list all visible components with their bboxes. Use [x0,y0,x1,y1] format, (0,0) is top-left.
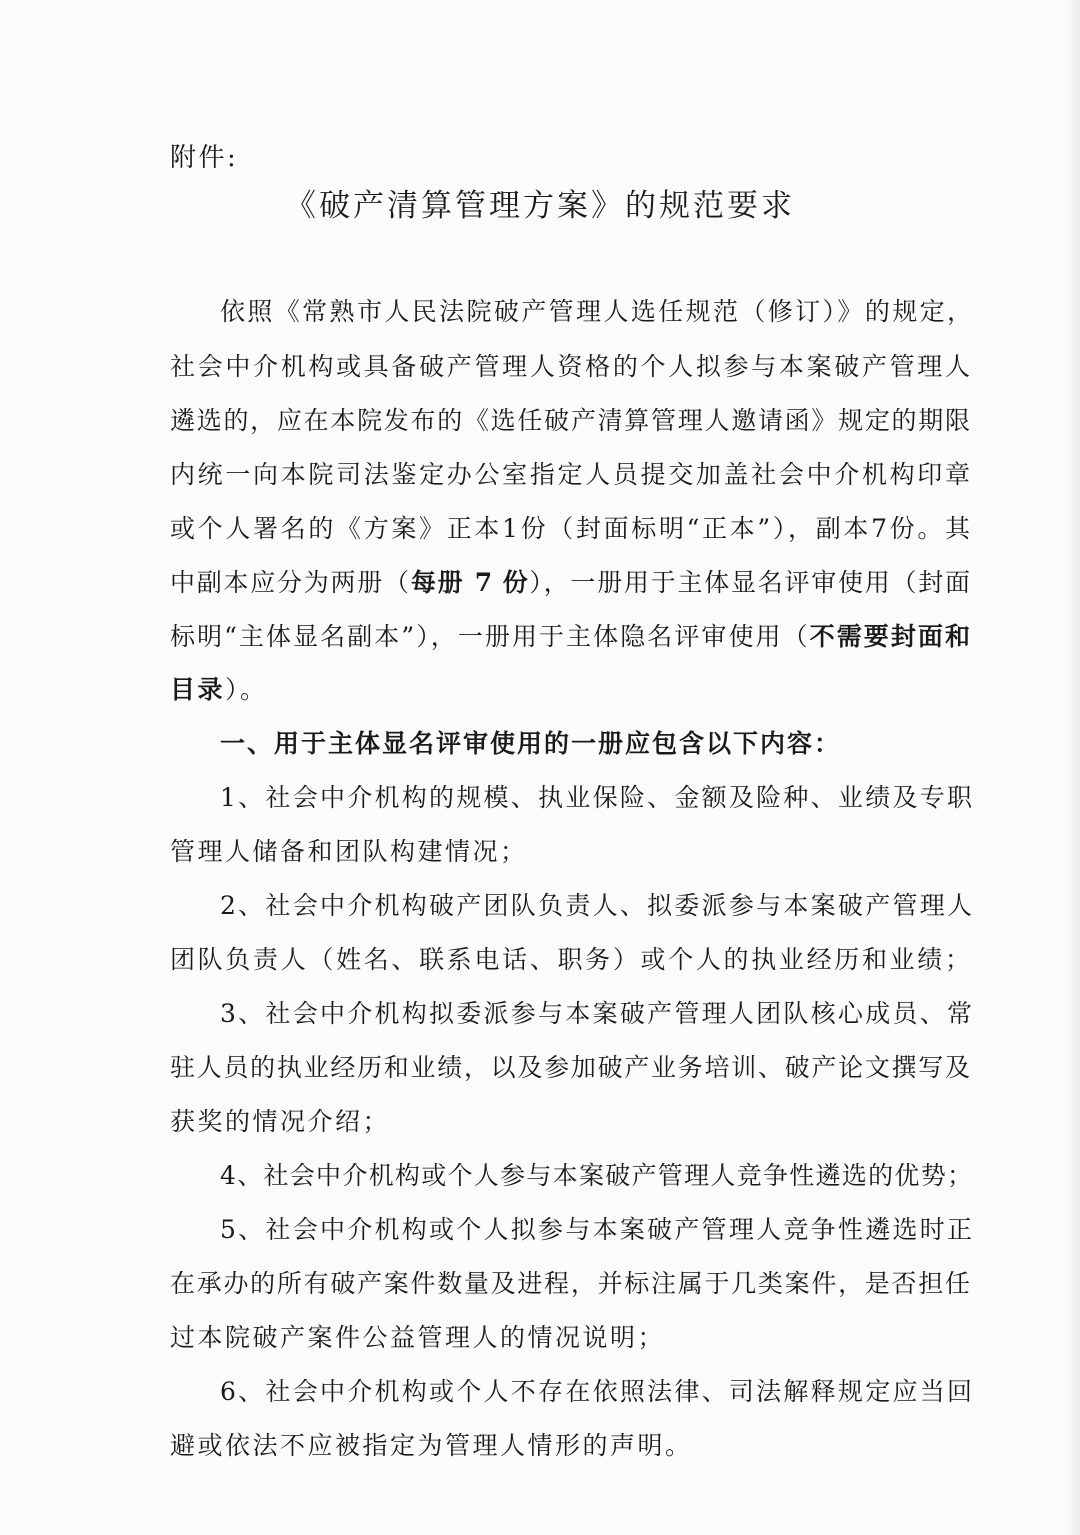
intro-line-4: 内统一向本院司法鉴定办公室指定人员提交加盖社会中介机构印章 [170,460,970,489]
document-title: 《破产清算管理方案》的规范要求 [285,188,795,224]
intro-line-1: 依照《常熟市人民法院破产管理人选任规范（修订）》的规定， [220,297,972,326]
item-1-line-1: 1、社会中介机构的规模、执业保险、金额及险种、业绩及专职 [220,783,972,812]
intro-line-7-part-a: 标明“主体显名副本”），一册用于主体隐名评审使用（ [170,622,810,651]
intro-line-7-bold: 不需要封面和 [809,622,970,651]
item-3-line-2: 驻人员的执业经历和业绩，以及参加破产业务培训、破产论文撰写及 [170,1053,970,1082]
intro-line-6-part-a: 中副本应分为两册（ [170,568,411,597]
item-2-line-1: 2、社会中介机构破产团队负责人、拟委派参与本案破产管理人 [220,891,972,920]
item-2-line-2: 团队负责人（姓名、联系电话、职务）或个人的执业经历和业绩； [170,945,970,974]
intro-line-8 [170,670,970,710]
section-1-title: 一、用于主体显名评审使用的一册应包含以下内容： [220,729,842,758]
intro-line-8-bold: 目录 [170,675,226,704]
item-5-line-3: 过本院破产案件公益管理人的情况说明； [170,1323,666,1352]
intro-line-7 [170,617,970,657]
item-5-line-2: 在承办的所有破产案件数量及进程，并标注属于几类案件，是否担任 [170,1269,970,1298]
item-5-line-1: 5、社会中介机构或个人拟参与本案破产管理人竞争性遴选时正 [220,1215,972,1244]
intro-line-6-part-c: ），一册用于主体显名评审使用（封面 [529,568,970,597]
intro-line-6-bold: 每册 7 份 [410,568,530,597]
item-6-line-1: 6、社会中介机构或个人不存在依照法律、司法解释规定应当回 [220,1377,972,1406]
intro-line-5: 或个人署名的《方案》正本1份（封面标明“正本”），副本7份。其 [170,514,970,543]
item-3-line-1: 3、社会中介机构拟委派参与本案破产管理人团队核心成员、常 [220,999,972,1028]
item-4-line-1: 4、社会中介机构或个人参与本案破产管理人竞争性遴选的优势； [220,1161,972,1190]
item-6-line-2: 避或依法不应被指定为管理人情形的声明。 [170,1431,693,1460]
intro-line-2: 社会中介机构或具备破产管理人资格的个人拟参与本案破产管理人 [170,352,970,381]
item-1-line-2: 管理人储备和团队构建情况； [170,837,528,866]
intro-line-3: 遴选的，应在本院发布的《选任破产清算管理人邀请函》规定的期限 [170,406,970,435]
attachment-label: 附件: [170,143,239,173]
intro-line-8-part-b: ）。 [225,675,268,704]
page-edge-shadow [1066,0,1080,1535]
item-3-line-3: 获奖的情况介绍； [170,1107,391,1136]
intro-line-6 [170,563,970,603]
